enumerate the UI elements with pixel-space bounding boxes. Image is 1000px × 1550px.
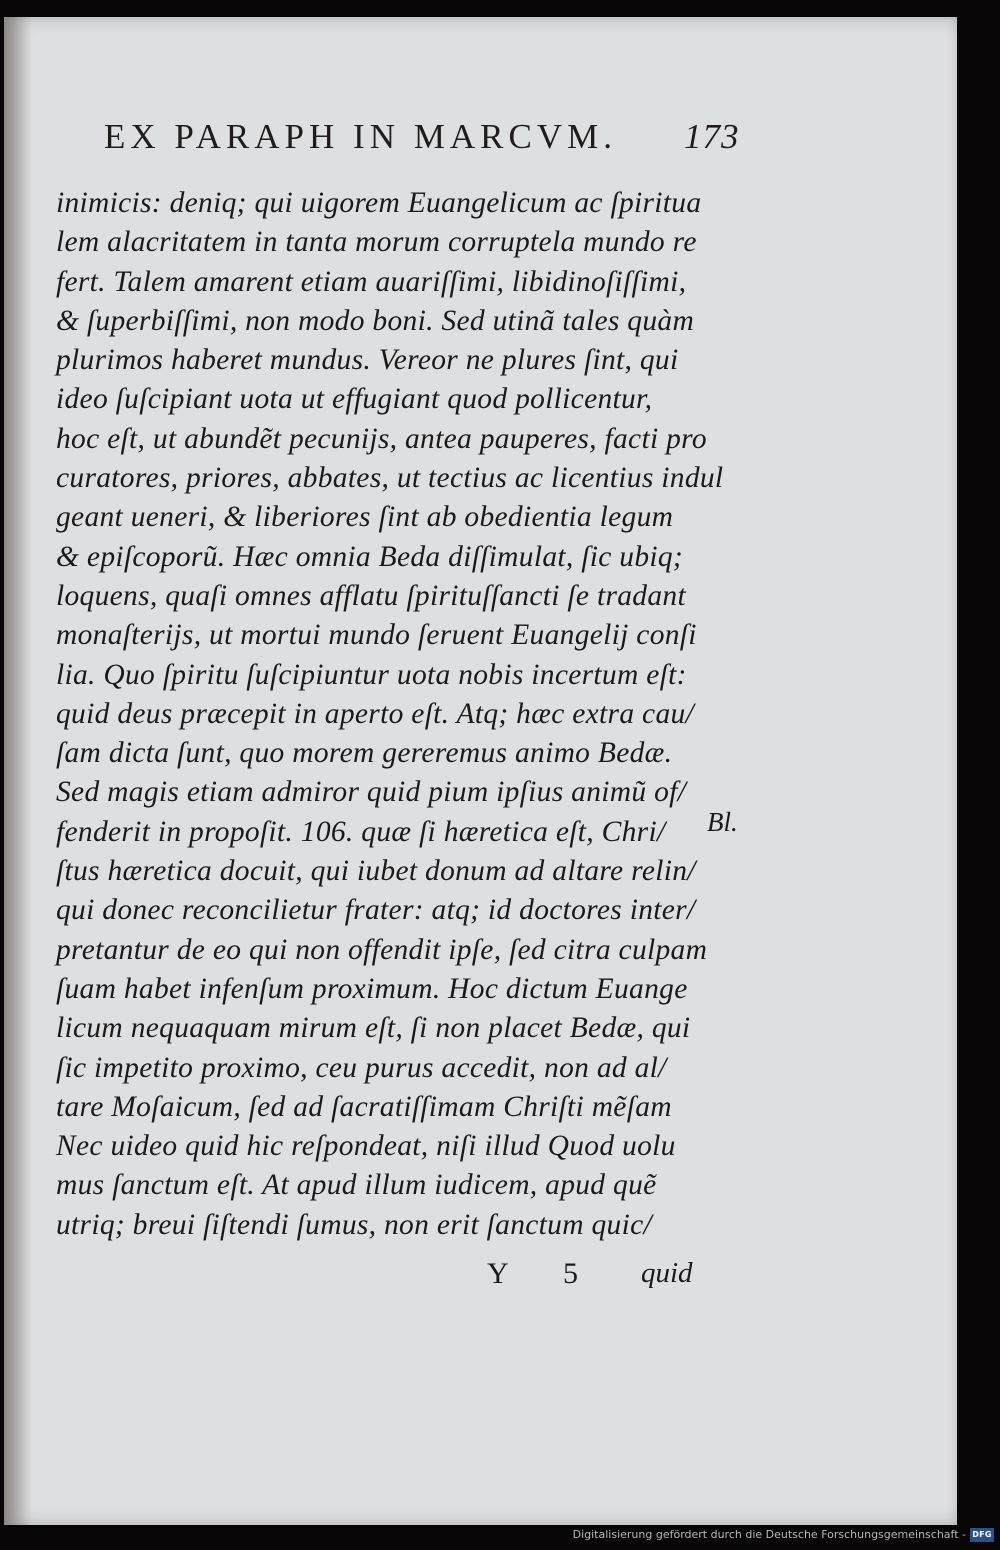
text-line: hoc eſt, ut abundẽt pecunijs, antea pauperes, facti pro bbox=[56, 422, 707, 455]
text-line: ſic impetito proximo, ceu purus accedit, non ad al/ bbox=[56, 1051, 667, 1084]
text-line: mus ſanctum eſt. At apud illum iudicem, apud quẽ bbox=[56, 1169, 657, 1202]
text-line: fenderit in propoſit. 106. quæ ſi hæretica eſt, Chri/ bbox=[56, 815, 666, 848]
text-line: inimicis: deniq; qui uigorem Euangelicum ac ſpiritua bbox=[56, 187, 702, 219]
text-line: & ſuperbiſſimi, non modo boni. Sed utinã tales quàm bbox=[56, 304, 695, 337]
text-line: ſuam habet infenſum proximum. Hoc dictum Euange bbox=[56, 972, 688, 1005]
text-line: tare Moſaicum, ſed ad ſacratiſſimam Chriſti mẽſam bbox=[56, 1090, 672, 1123]
text-line: monaſterijs, ut mortui mundo ſeruent Euangelij conſi bbox=[56, 619, 697, 652]
page-footer bbox=[104, 1257, 704, 1297]
text-line: Nec uideo quid hic reſpondeat, niſi illud Quod uolu bbox=[56, 1130, 676, 1163]
text-line: ſtus hæretica docuit, qui iubet donum ad altare relin/ bbox=[56, 855, 696, 888]
running-head bbox=[104, 117, 744, 167]
text-line: Sed magis etiam admiror quid pium ipſius animũ of/ bbox=[56, 776, 687, 809]
dfg-logo: DFG bbox=[970, 1528, 994, 1542]
folio-number: 173 bbox=[684, 117, 740, 156]
catchword: quid bbox=[641, 1257, 693, 1289]
book-page bbox=[4, 17, 957, 1525]
funding-credit: Digitalisierung gefördert durch die Deutsche Forschungsgemeinschaft - bbox=[572, 1528, 966, 1541]
text-line: geant ueneri, & liberiores ſint ab obedientia legum bbox=[56, 501, 674, 534]
text-line: ideo ſuſcipiant uota ut effugiant quod pollicentur, bbox=[56, 383, 653, 416]
text-line: fert. Talem amarent etiam auariſſimi, libidinoſiſſimi, bbox=[56, 265, 687, 298]
text-line: loquens, quaſi omnes afflatu ſpirituſſancti ſe tradant bbox=[56, 579, 686, 612]
text-line: quid deus præcepit in aperto eſt. Atq; hæc extra cau/ bbox=[56, 697, 695, 730]
text-line: lia. Quo ſpiritu ſuſcipiuntur uota nobis incertum eſt: bbox=[56, 658, 687, 691]
signature-mark: Y 5 bbox=[487, 1257, 603, 1290]
text-line: lem alacritatem in tanta morum corruptela mundo re bbox=[56, 226, 697, 259]
text-line: pretantur de eo qui non offendit ipſe, ſed citra culpam bbox=[56, 933, 708, 966]
running-title: EX PARAPH IN MARCVM. bbox=[104, 117, 617, 156]
text-line: & epiſcoporũ. Hæc omnia Beda diſſimulat, ſic ubiq; bbox=[56, 540, 684, 573]
text-line: plurimos haberet mundus. Vereor ne plures ſint, qui bbox=[56, 344, 679, 377]
text-line: utriq; breui ſiſtendi ſumus, non erit ſanctum quic/ bbox=[56, 1208, 652, 1241]
marginal-note: Bl. bbox=[707, 807, 738, 837]
text-line: qui donec reconcilietur frater: atq; id doctores inter/ bbox=[56, 894, 696, 927]
text-line: curatores, priores, abbates, ut tectius ac licentius indul bbox=[56, 462, 724, 495]
text-line: ſam dicta ſunt, quo morem gereremus animo Bedæ. bbox=[56, 737, 673, 770]
text-line: licum nequaquam mirum eſt, ſi non placet Bedæ, qui bbox=[56, 1012, 691, 1045]
